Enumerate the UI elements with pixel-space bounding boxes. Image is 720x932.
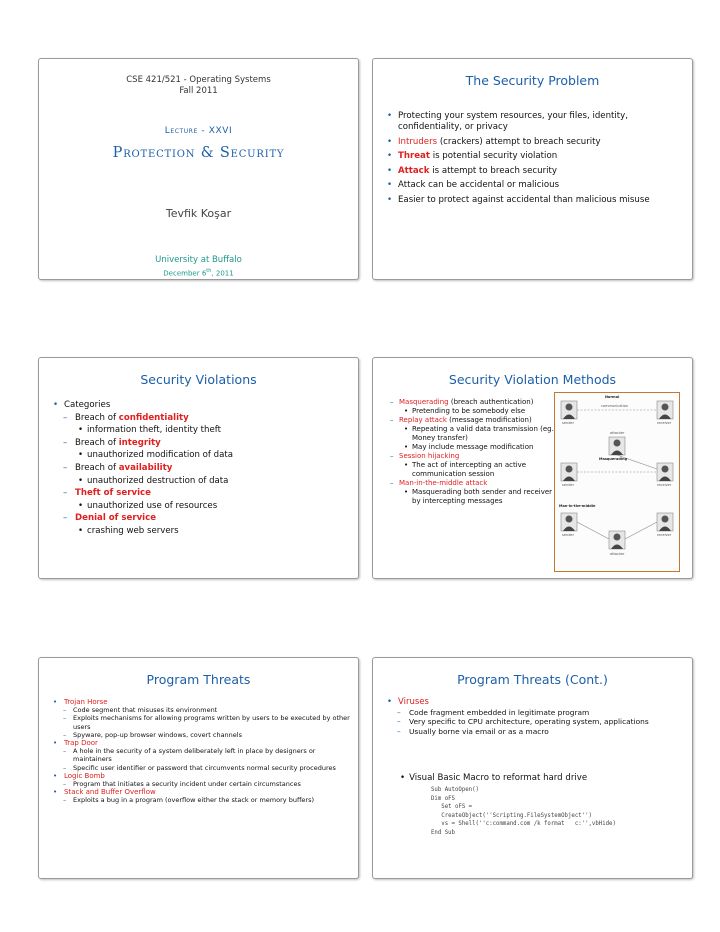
- bullet-list: [53, 698, 353, 805]
- code-line: CreateObject(''Scripting.FileSystemObject''): [431, 812, 592, 819]
- slide-title: The Security Problem: [465, 73, 600, 88]
- figure-label: receiver: [657, 421, 672, 425]
- figure-label: Man-in-the-middle: [559, 504, 596, 508]
- figure-label: Normal: [605, 395, 620, 399]
- bullet-item: • Categories: [53, 399, 353, 412]
- sub-sub-item: • information theft, identity theft: [53, 424, 353, 437]
- sub-item: [388, 416, 558, 425]
- bullet-item: [387, 137, 682, 148]
- attack-diagram: [554, 392, 680, 572]
- lecture-number: Lecture - XXVI: [164, 126, 233, 136]
- sub-item: – Exploits mechanisms for allowing programs written by users to be executed by other users: [53, 714, 353, 730]
- bullet-item: • Trap Door: [53, 739, 353, 747]
- figure-label: Masquerading: [599, 457, 628, 461]
- sub-item: – Code fragment embedded in legitimate program: [387, 708, 687, 718]
- macro-heading: • Visual Basic Macro to reformat hard drive: [400, 773, 587, 783]
- figure-label: attacker: [610, 431, 625, 435]
- sub-sub-item: • The act of intercepting an active communication session: [388, 461, 558, 479]
- bullet-text: (crackers) attempt to breach security: [437, 136, 601, 147]
- author-name: Tevfik Koşar: [165, 207, 232, 220]
- item-text: Breach of: [75, 437, 119, 448]
- sub-item: [388, 479, 558, 488]
- sub-sub-item: • unauthorized modification of data: [53, 449, 353, 462]
- bullet-item: [387, 151, 682, 162]
- item-keyword: Session hijacking: [399, 452, 460, 460]
- code-line: Set oFS =: [431, 804, 473, 811]
- lecture-title: Protection & Security: [112, 145, 285, 161]
- slide-title: Security Violations: [140, 372, 257, 387]
- item-keyword: Replay attack: [399, 416, 447, 424]
- item-keyword: confidentiality: [118, 412, 189, 423]
- bullet-list: [387, 698, 687, 736]
- slide-title: [38, 58, 359, 280]
- bullet-text: Attack can be accidental or malicious: [398, 180, 560, 191]
- item-text: (breach authentication): [448, 398, 534, 406]
- figure-label: attacker: [610, 552, 625, 556]
- sub-item: [53, 462, 353, 475]
- bullet-item: • Trojan Horse: [53, 698, 353, 706]
- item-keyword: Man-in-the-middle attack: [399, 479, 488, 487]
- sub-item: – A hole in the security of a system deliberately left in place by designers or maintainers: [53, 747, 353, 763]
- sub-item: [388, 398, 558, 407]
- bullet-keyword: Intruders: [398, 136, 438, 147]
- sub-item: – Usually borne via email or as a macro: [387, 727, 687, 737]
- sub-sub-item: • Pretending to be somebody else: [388, 407, 558, 416]
- slide-violation-methods: [372, 357, 693, 579]
- course-heading: [39, 75, 358, 97]
- sub-item: – Specific user identifier or password that circumvents normal security procedures: [53, 764, 353, 772]
- sub-item: – Exploits a bug in a program (overflow either the stack or memory buffers): [53, 796, 353, 804]
- bullet-text: Protecting your system resources, your files, identity, confidentiality, or privacy: [398, 111, 628, 132]
- bullet-keyword: Attack: [398, 165, 430, 176]
- item-keyword: Theft of service: [75, 488, 151, 499]
- item-text: (message modification): [446, 416, 532, 424]
- item-keyword: Denial of service: [75, 513, 157, 524]
- bullet-item: [387, 111, 682, 133]
- bullet-list: [387, 111, 682, 210]
- lecture-date: [39, 268, 358, 277]
- code-line: Dim oFS: [431, 795, 455, 802]
- sub-sub-item: • unauthorized destruction of data: [53, 475, 353, 488]
- figure-label: receiver: [657, 483, 672, 487]
- sub-sub-item: • Masquerading both sender and receiver by intercepting messages: [388, 488, 558, 506]
- code-line: End Sub: [431, 829, 455, 836]
- bullet-keyword: Threat: [398, 151, 430, 162]
- slide-program-threats-cont: [372, 657, 693, 879]
- bullet-text: is potential security violation: [429, 151, 558, 162]
- attack-diagram-drawing: [555, 393, 679, 571]
- code-line: vs = Shell(''c:command.com /k format c:'',vbHide): [431, 821, 616, 828]
- bullet-item: [387, 195, 682, 206]
- sub-item: – Program that initiates a security incident under certain circumstances: [53, 780, 353, 788]
- slide-security-violations: [38, 357, 359, 579]
- course-term: Fall 2011: [179, 86, 218, 96]
- sub-item: – Spyware, pop-up browser windows, covert channels: [53, 731, 353, 739]
- sub-sub-item: • crashing web servers: [53, 525, 353, 538]
- bullet-text: Easier to protect against accidental than malicious misuse: [398, 194, 650, 205]
- bullet-list: [388, 398, 558, 506]
- slide-title: Program Threats (Cont.): [457, 672, 608, 687]
- date-year: , 2011: [211, 269, 234, 278]
- bullet-item: • Stack and Buffer Overflow: [53, 788, 353, 796]
- item-text: Breach of: [75, 412, 119, 423]
- university-name: University at Buffalo: [155, 255, 242, 265]
- figure-label: receiver: [657, 533, 672, 537]
- bullet-item: [387, 180, 682, 191]
- figure-label: sender: [562, 533, 575, 537]
- figure-label: sender: [562, 483, 575, 487]
- sub-item: [53, 437, 353, 450]
- slide-title: Security Violation Methods: [448, 372, 617, 387]
- sub-item: – Very specific to CPU architecture, operating system, applications: [387, 717, 687, 727]
- bullet-text: is attempt to breach security: [429, 165, 557, 176]
- sub-item: [388, 452, 558, 461]
- bullet-item: • Viruses: [387, 698, 687, 708]
- date-ordinal: th: [206, 268, 212, 274]
- code-line: Sub AutoOpen(): [431, 787, 479, 793]
- sub-sub-item: • unauthorized use of resources: [53, 500, 353, 513]
- slide-security-problem: [372, 58, 693, 280]
- sub-item: [53, 487, 353, 500]
- figure-label: communication: [601, 404, 629, 408]
- sub-sub-item: • Repeating a valid data transmission (eg. Money transfer): [388, 425, 558, 443]
- item-keyword: Masquerading: [399, 398, 449, 406]
- sub-item: – Code segment that misuses its environment: [53, 706, 353, 714]
- slide-program-threats: [38, 657, 359, 879]
- course-name: CSE 421/521 - Operating Systems: [126, 75, 271, 85]
- bullet-item: [387, 166, 682, 177]
- bullet-list: [53, 399, 353, 538]
- sub-item: [53, 412, 353, 425]
- item-keyword: integrity: [118, 437, 161, 448]
- bullet-item: • Logic Bomb: [53, 772, 353, 780]
- item-text: Breach of: [75, 462, 119, 473]
- figure-label: sender: [562, 421, 575, 425]
- slide-title: Program Threats: [146, 672, 251, 687]
- sub-item: [53, 512, 353, 525]
- item-keyword: availability: [118, 462, 173, 473]
- macro-code: [431, 786, 616, 838]
- date-text: December 6: [163, 269, 207, 278]
- sub-sub-item: • May include message modification: [388, 443, 558, 452]
